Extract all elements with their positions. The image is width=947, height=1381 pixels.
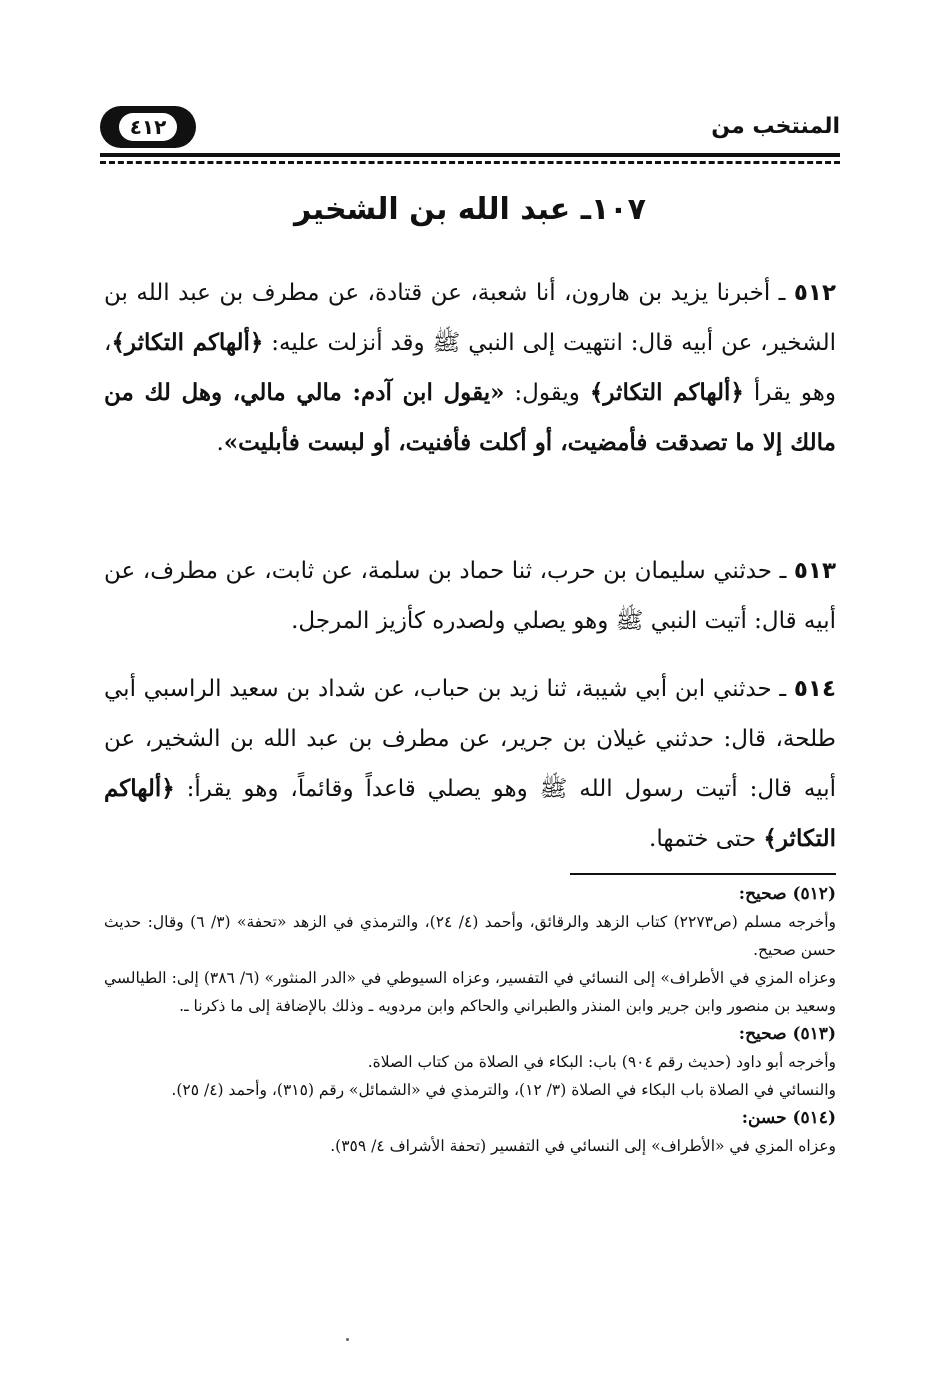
header-rule [100,153,840,157]
hadith-text: حتى ختمها. [649,826,764,852]
page-number-badge [100,106,196,148]
hadith-number: ٥١٤ [793,676,836,702]
hadith-text: ـ حدثني سليمان بن حرب، ثنا حماد بن سلمة، عن ثابت، عن مطرف، عن أبيه قال: أتيت النبي ﷺ وهو يصلي ولصدره كأزيز المرجل. [104,558,836,634]
hadith-512 [104,268,836,468]
footnotes [104,880,836,1160]
hadith-513 [104,546,836,646]
hadith-text: ويقول: [504,380,590,406]
footnote-512 [104,880,836,1020]
chapter-heading: ١٠٧ـ عبد الله بن الشخير [294,192,646,227]
quran-citation: ﴿ألهاكم التكاثر﴾ [111,329,264,356]
hadith-text: ـ حدثني ابن أبي شيبة، ثنا زيد بن حباب، عن شداد بن سعيد الراسبي أبي طلحة، قال: حدثني غيلان بن جرير، عن مطرف بن عبد الله بن الشخير، عن أبيه قال: أتيت رسول الله ﷺ وهو يصلي قاعداً وقائماً، وهو يقرأ: [104,676,836,802]
hadith-text: ـ أخبرنا يزيد بن هارون، أنا شعبة، عن قتادة، عن مطرف بن عبد الله بن الشخير، عن أبيه قال: انتهيت إلى النبي ﷺ وقد أنزلت عليه: [104,280,836,356]
header-dashed-rule [100,161,840,164]
page-number: ٤١٢ [119,113,177,141]
footnote-label: (٥١٣) صحيح: [738,1024,836,1044]
footnote-label: (٥١٢) صحيح: [738,884,836,904]
quran-citation: ﴿ألهاكم التكاثر﴾ [104,775,836,852]
hadith-number: ٥١٢ [793,280,836,306]
hadith-514 [104,664,836,864]
footnote-line: وعزاه المزي في «الأطراف» إلى النسائي في التفسير (تحفة الأشراف ٤/ ٣٥٩). [330,1137,836,1155]
footnote-line: وأخرجه أبو داود (حديث رقم ٩٠٤) باب: البكاء في الصلاة من كتاب الصلاة. [367,1053,836,1071]
hadith-text: ، وهو يقرأ [104,330,837,406]
footnote-line: وعزاه المزي في الأطراف» إلى النسائي في التفسير، وعزاه السيوطي في «الدر المنثور» (٦/ ٣٨٦) إلى: الطيالسي وسعيد بن منصور وابن جرير وابن المنذر والطبراني والحاكم وابن مردويه ـ وذلك بالإضافة إلى ما ذكرنا ـ. [104,969,837,1015]
hadith-number: ٥١٣ [793,558,836,584]
running-header [100,106,840,162]
footnote-514 [104,1104,836,1160]
prophetic-quote: «يقول ابن آدم: مالي مالي، وهل لك من مالك إلا ما تصدقت فأمضيت، أو أكلت فأفنيت، أو لبست فأبليت» [104,379,836,456]
book-title: المنتخب من [711,114,840,139]
footnote-label: (٥١٤) حسن: [741,1108,836,1128]
hadith-text: . [216,430,224,456]
page-mark [346,1338,349,1341]
footnote-line: وأخرجه مسلم (ص٢٢٧٣) كتاب الزهد والرقائق، وأحمد (٤/ ٢٤)، والترمذي في الزهد «تحفة» (٣/ ٦) وقال: حديث حسن صحيح. [104,913,836,959]
quran-citation: ﴿ألهاكم التكاثر﴾ [589,379,744,406]
footnote-separator [570,873,836,875]
footnote-513 [104,1020,836,1104]
footnote-line: والنسائي في الصلاة باب البكاء في الصلاة (٣/ ١٢)، والترمذي في «الشمائل» رقم (٣١٥)، وأحمد (٤/ ٢٥). [171,1081,836,1099]
